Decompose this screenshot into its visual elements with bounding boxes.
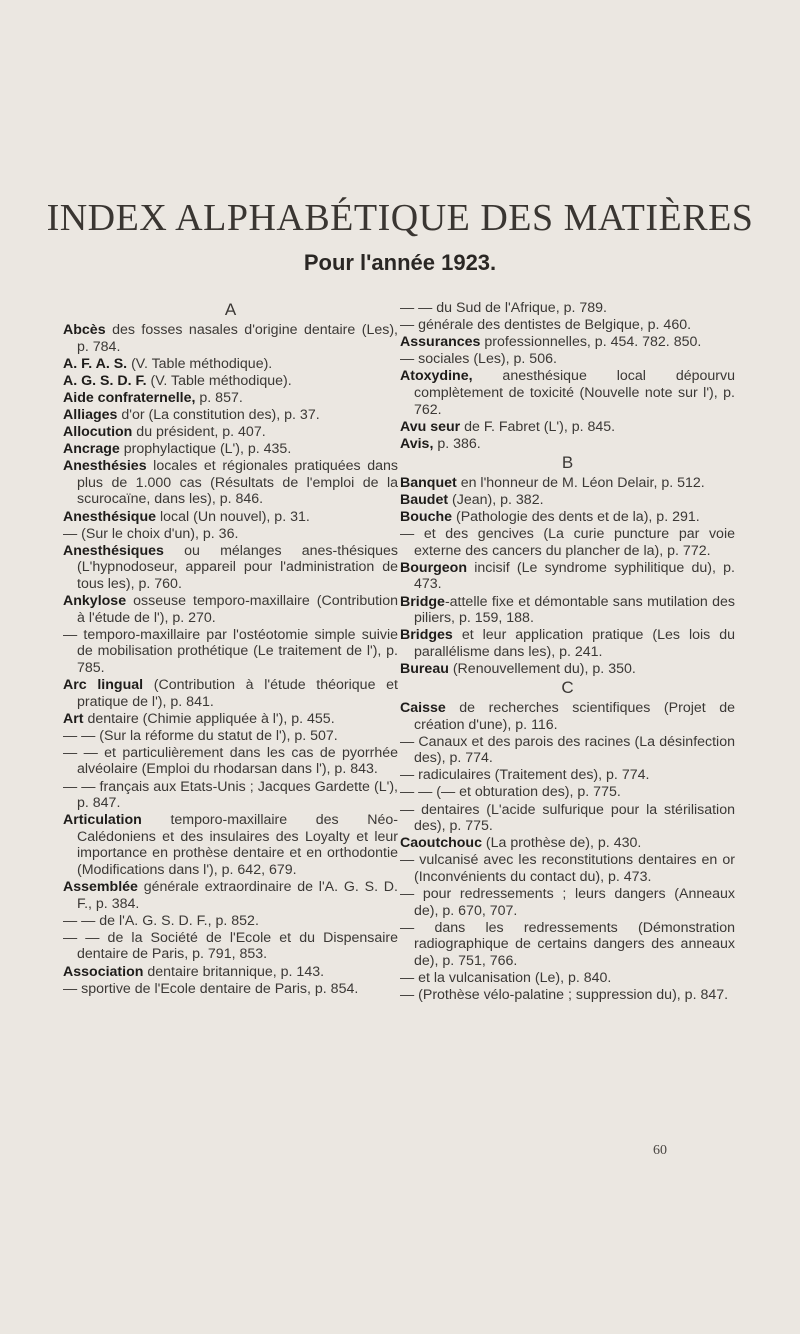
entry-text: — — et particulièrement dans les cas de pyorrhée alvéolaire (Emploi du rhodarsan dans l'), p. 843. <box>63 744 398 778</box>
entry-heading: Bridge <box>400 593 445 610</box>
entry-text: — pour redressements ; leurs dangers (Anneaux de), p. 670, 707. <box>400 886 735 919</box>
entry-heading: Caoutchouc <box>400 835 482 852</box>
entry-text: prophylactique (L'), p. 435. <box>119 441 292 458</box>
index-entry <box>63 356 398 373</box>
entry-heading: Bourgeon <box>400 559 467 576</box>
entry-heading: Association <box>63 963 144 980</box>
entry-text: — sociales (Les), p. 506. <box>400 351 557 368</box>
index-entry <box>400 784 735 801</box>
index-entry <box>400 920 735 970</box>
index-entry <box>400 700 735 733</box>
entry-text: — (Prothèse vélo-palatine ; suppression du), p. 847. <box>400 987 729 1004</box>
entry-text: — — de l'A. G. S. D. F., p. 852. <box>63 912 259 929</box>
index-entry <box>63 627 398 677</box>
index-entry <box>63 509 398 526</box>
index-entry <box>63 407 398 424</box>
index-entry <box>63 913 398 930</box>
entry-text: du président, p. 407. <box>132 424 266 441</box>
entry-text: (La prothèse de), p. 430. <box>481 835 642 852</box>
entry-text: (Renouvellement du), p. 350. <box>448 660 636 677</box>
section-letter-b: B <box>561 452 574 472</box>
entry-heading: Alliages <box>63 406 118 423</box>
entry-text: en l'honneur de M. Léon Delair, p. 512. <box>456 474 705 491</box>
entry-text: — sportive de l'Ecole dentaire de Paris, p. 854. <box>63 980 359 997</box>
entry-heading: Anesthésiques <box>63 542 164 559</box>
index-entry <box>63 677 398 710</box>
index-entry <box>63 458 398 508</box>
entry-text: et leur application pratique (Les lois du parallélisme dans les), p. 241. <box>414 627 735 660</box>
index-entry <box>400 987 735 1004</box>
index-entry <box>400 560 735 593</box>
entry-heading: Bridges <box>400 627 453 644</box>
index-entry <box>400 802 735 835</box>
index-entry <box>400 627 735 660</box>
index-entry <box>63 812 398 878</box>
entry-text: p. 857. <box>195 389 243 406</box>
entry-heading: Banquet <box>400 474 457 491</box>
index-entry <box>63 373 398 390</box>
index-entry <box>400 852 735 885</box>
entry-heading: Assurances <box>400 334 481 351</box>
entry-text: (V. Table méthodique). <box>146 372 292 389</box>
index-entry <box>63 930 398 963</box>
entry-heading: Atoxydine, <box>400 368 473 385</box>
entry-text: d'or (La constitution des), p. 37. <box>117 406 320 423</box>
index-entry <box>400 492 735 509</box>
index-entry <box>63 779 398 812</box>
entry-text: — (Sur le choix d'un), p. 36. <box>63 525 239 542</box>
entry-heading: A. G. S. D. F. <box>63 372 147 389</box>
entry-text: anesthésique local dépourvu complètement de toxicité (Nouvelle note sur l'), p. 762. <box>414 368 735 418</box>
index-entry <box>63 593 398 626</box>
index-entry <box>400 734 735 767</box>
entry-heading: Avis, <box>400 435 434 452</box>
entry-text: — dans les redressements (Démonstration radiographique de certains dangers des anneaux de), p. 751, 766. <box>400 919 735 969</box>
entry-text: — — français aux Etats-Unis ; Jacques Gardette (L'), p. 847. <box>63 778 398 812</box>
index-entry <box>400 526 735 559</box>
entry-text: de recherches scientifiques (Projet de création d'une), p. 116. <box>414 699 735 733</box>
entry-text: p. 386. <box>433 435 481 452</box>
index-column-right <box>400 300 735 1004</box>
index-entry <box>400 334 735 351</box>
entry-text: — — du Sud de l'Afrique, p. 789. <box>400 300 607 316</box>
entry-heading: Arc lingual <box>63 676 144 693</box>
entry-heading: Ankylose <box>63 593 127 609</box>
section-letter-a: A <box>224 300 237 319</box>
index-entry <box>63 322 398 355</box>
index-entry <box>63 390 398 407</box>
section-letter-c: C <box>561 677 574 697</box>
entry-text: — et des gencives (La curie puncture par voie externe des cancers du plancher de la), p. 772. <box>400 526 735 559</box>
index-entry <box>400 436 735 453</box>
index-entry <box>400 317 735 334</box>
entry-heading: Caisse <box>400 699 446 716</box>
index-entry <box>400 767 735 784</box>
entry-text: générale extraordinaire de l'A. G. S. D. F., p. 384. <box>77 879 398 912</box>
index-entry <box>400 509 735 526</box>
entry-text: (V. Table méthodique). <box>127 355 273 372</box>
entry-text: professionnelles, p. 454. 782. 850. <box>480 334 702 351</box>
index-entry <box>63 441 398 458</box>
entry-heading: Assemblée <box>63 879 138 896</box>
entry-text: — radiculaires (Traitement des), p. 774. <box>400 767 650 784</box>
index-entry <box>400 970 735 987</box>
entry-heading: Allocution <box>63 424 133 441</box>
entry-heading: Anesthésies <box>63 458 147 475</box>
index-entry <box>400 661 735 678</box>
entry-text: (Contribution à l'étude théorique et pratique de l'), p. 841. <box>77 676 398 710</box>
index-entry <box>400 835 735 852</box>
index-entry <box>63 543 398 593</box>
entry-text: locales et régionales pratiquées dans plus de 1.000 cas (Résultats de l'emploi de la scurocaïne, dans les), p. 846. <box>77 458 398 508</box>
index-entry <box>400 351 735 368</box>
entry-heading: Avu seur <box>400 418 461 435</box>
index-entry <box>400 594 735 627</box>
index-entry <box>63 424 398 441</box>
entry-heading: Baudet <box>400 491 449 508</box>
index-entry <box>63 879 398 912</box>
entry-heading: Aide confraternelle, <box>63 389 196 406</box>
entry-text: local (Un nouvel), p. 31. <box>156 508 310 525</box>
index-entry <box>400 475 735 492</box>
index-entry <box>400 886 735 919</box>
entry-text: -attelle fixe et démontable sans mutilation des piliers, p. 159, 188. <box>414 593 735 627</box>
index-entry <box>63 526 398 543</box>
entry-text: — — (— et obturation des), p. 775. <box>400 784 621 801</box>
entry-text: — dentaires (L'acide sulfurique pour la stérilisation des), p. 775. <box>400 801 735 835</box>
entry-text: (Pathologie des dents et de la), p. 291. <box>452 509 700 526</box>
entry-heading: Abcès <box>63 322 106 338</box>
entry-text: de F. Fabret (L'), p. 845. <box>460 418 616 435</box>
entry-text: incisif (Le syndrome syphilitique du), p. 473. <box>414 559 735 593</box>
index-entry <box>63 981 398 998</box>
entry-heading: Bouche <box>400 509 453 526</box>
index-entry <box>63 728 398 745</box>
entry-heading: Anesthésique <box>63 508 157 525</box>
index-entry <box>400 419 735 436</box>
entry-text: — générale des dentistes de Belgique, p. 460. <box>400 317 692 334</box>
entry-text: — et la vulcanisation (Le), p. 840. <box>400 969 612 986</box>
entry-heading: Bureau <box>400 660 449 677</box>
entry-text: dentaire (Chimie appliquée à l'), p. 455. <box>83 710 335 727</box>
entry-text: ou mélanges anes-thésiques (L'hypnodoseur, appareil pour l'administration de tous les), p. 760. <box>77 542 398 592</box>
index-entry <box>63 711 398 728</box>
page-title: INDEX ALPHABÉTIQUE DES MATIÈRES <box>46 197 754 239</box>
page-number: 60 <box>653 1143 667 1158</box>
entry-text: — Canaux et des parois des racines (La désinfection des), p. 774. <box>400 733 735 767</box>
index-entry <box>63 964 398 981</box>
index-column-left <box>63 300 398 998</box>
entry-text: — temporo-maxillaire par l'ostéotomie simple suivie de mobilisation prothétique (Le traitement de l'), p. 785. <box>63 626 398 676</box>
entry-text: temporo-maxillaire des Néo-Calédoniens et des insulaires des Loyalty et leur importance en prothèse dentaire et en orthodontie (Modifications dans l'), p. 642, 679. <box>77 812 398 878</box>
entry-text: (Jean), p. 382. <box>448 491 544 508</box>
index-entry <box>400 300 735 317</box>
entry-text: — — de la Société de l'Ecole et du Dispensaire dentaire de Paris, p. 791, 853. <box>63 929 398 963</box>
entry-heading: Articulation <box>63 812 142 829</box>
entry-heading: Ancrage <box>63 441 120 458</box>
entry-heading: A. F. A. S. <box>63 355 128 372</box>
entry-text: osseuse temporo-maxillaire (Contribution à l'étude de l'), p. 270. <box>77 593 398 626</box>
entry-text: — — (Sur la réforme du statut de l'), p. 507. <box>63 727 338 744</box>
entry-text: dentaire britannique, p. 143. <box>143 963 325 980</box>
entry-text: des fosses nasales d'origine dentaire (Les), p. 784. <box>77 322 398 355</box>
entry-text: — vulcanisé avec les reconstitutions dentaires en or (Inconvénients du contact du), p. 473. <box>400 852 735 885</box>
index-entry <box>63 745 398 778</box>
index-entry <box>400 368 735 418</box>
entry-heading: Art <box>63 710 84 727</box>
page-subtitle: Pour l'année 1923. <box>303 250 497 275</box>
